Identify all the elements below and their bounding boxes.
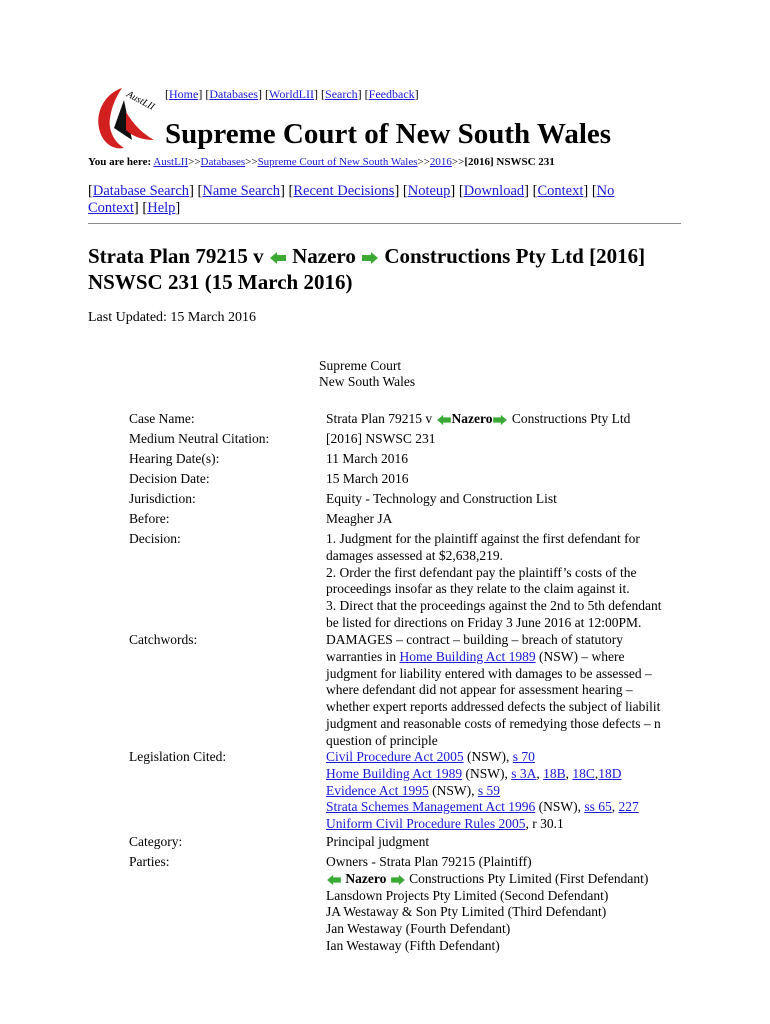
section-link[interactable]: 18B (543, 765, 566, 781)
left-arrow-icon[interactable] (436, 414, 452, 426)
party-highlight: Nazero (345, 870, 387, 886)
breadcrumb-sep: >> (188, 156, 201, 168)
value-catchwords (326, 632, 661, 750)
breadcrumb-sep: >> (451, 156, 465, 168)
ucpr-link[interactable]: Uniform Civil Procedure Rules 2005 (326, 816, 526, 832)
value-jurisdiction: Equity - Technology and Construction List (326, 491, 557, 506)
catchwords-line: where defendant did not appear for assessment hearing – (326, 682, 633, 698)
case-heading (88, 243, 708, 295)
legislation-text: , r 30.1 (525, 816, 564, 832)
document-toolbar: [Database Search] [Name Search] [Recent Decisions] [Noteup] [Download] [Context] [No Context] [Help] (88, 183, 615, 216)
no-context-link[interactable]: No Context (88, 183, 615, 216)
value-hearing: 11 March 2016 (326, 451, 408, 466)
help-link[interactable]: Help (147, 200, 176, 216)
party-line: Ian Westaway (Fifth Defendant) (326, 937, 500, 953)
value-parties (326, 854, 648, 955)
case-name-highlight: Nazero (451, 411, 493, 426)
breadcrumb-year[interactable]: 2016 (429, 156, 452, 168)
label-decision-date: Decision Date: (129, 471, 210, 486)
heading-highlight: Nazero (292, 244, 356, 268)
right-arrow-icon[interactable] (390, 874, 406, 886)
legislation-line (326, 816, 639, 833)
legislation-line (326, 749, 639, 766)
nav-search-link[interactable]: Search (325, 87, 358, 101)
evidence-act-link[interactable]: Evidence Act 1995 (326, 782, 429, 798)
home-building-act-link[interactable]: Home Building Act 1989 (326, 765, 463, 781)
breadcrumb-label: You are here: (88, 156, 152, 168)
section-link[interactable]: 18C (572, 765, 595, 781)
heading-line2: NSWSC 231 (15 March 2016) (88, 270, 353, 294)
divider (88, 223, 681, 224)
section-link[interactable]: ss 65 (584, 799, 612, 815)
recent-decisions-link[interactable]: Recent Decisions (293, 183, 395, 199)
section-link[interactable]: 227 (618, 799, 639, 815)
legislation-text: (NSW), (538, 799, 581, 815)
breadcrumb (88, 156, 555, 168)
heading-part2: Constructions Pty Ltd [2016] (384, 244, 646, 268)
home-building-act-link[interactable]: Home Building Act 1989 (399, 648, 536, 664)
breadcrumb-current: [2016] NSWSC 231 (464, 156, 555, 168)
party-line: Owners - Strata Plan 79215 (Plaintiff) (326, 854, 532, 869)
nav-home-link[interactable]: Home (169, 87, 199, 101)
case-name-text: Strata Plan 79215 v (326, 411, 433, 426)
catchwords-text: (NSW) – where (538, 648, 625, 664)
label-jurisdiction: Jurisdiction: (129, 491, 196, 506)
value-decision (326, 531, 662, 632)
decision-line: damages assessed at $2,638,219. (326, 547, 503, 563)
value-legislation (326, 749, 639, 833)
decision-line: 3. Direct that the proceedings against the 2nd to 5th defendant (326, 598, 662, 614)
context-link[interactable]: Context (537, 183, 584, 199)
austlii-logo[interactable] (92, 82, 164, 152)
breadcrumb-databases[interactable]: Databases (200, 156, 246, 168)
court-name: Supreme Court (319, 358, 402, 373)
court-block (319, 358, 415, 390)
label-decision: Decision: (129, 531, 181, 546)
svg-text:AustLII: AustLII (124, 88, 157, 113)
label-case-name: Case Name: (129, 411, 195, 426)
right-arrow-icon[interactable] (492, 414, 508, 426)
catchwords-line (326, 649, 661, 666)
nav-feedback-link[interactable]: Feedback (368, 87, 415, 101)
section-link[interactable]: s 70 (512, 749, 535, 764)
heading-part1: Strata Plan 79215 v (88, 244, 264, 268)
label-legislation: Legislation Cited: (129, 749, 227, 764)
value-case-name (326, 411, 630, 428)
top-nav: [Home] [Databases] [WorldLII] [Search] [Feedback] (165, 87, 419, 101)
site-title: Supreme Court of New South Wales (165, 118, 612, 150)
breadcrumb-sep: >> (245, 156, 258, 168)
section-link[interactable]: 18D (598, 765, 622, 781)
catchwords-line: question of principle (326, 732, 438, 748)
party-line: Jan Westaway (Fourth Defendant) (326, 921, 511, 937)
decision-line: be listed for directions on Friday 3 June 2016 at 12:00PM. (326, 614, 642, 630)
nav-worldlii-link[interactable]: WorldLII (268, 87, 315, 101)
breadcrumb-sep: >> (417, 156, 430, 168)
party-line: JA Westaway & Son Pty Limited (Third Defendant) (326, 904, 607, 920)
value-before: Meagher JA (326, 511, 393, 526)
label-citation: Medium Neutral Citation: (129, 431, 270, 446)
catchwords-line: judgment and reasonable costs of remedying those defects – n (326, 715, 661, 731)
case-name-text: Constructions Pty Ltd (511, 411, 631, 426)
label-parties: Parties: (129, 854, 170, 869)
label-before: Before: (129, 511, 170, 526)
right-arrow-icon[interactable] (361, 251, 379, 265)
value-decision-date: 15 March 2016 (326, 471, 409, 486)
party-line (326, 871, 648, 888)
section-link[interactable]: s 3A (511, 765, 537, 781)
legislation-line: Home Building Act 1989 (NSW), s 3A, 18B, 18C,18D (326, 765, 622, 781)
legislation-text: (NSW), (432, 782, 475, 798)
legislation-line: Strata Schemes Management Act 1996 (NSW), ss 65, 227 (326, 799, 639, 815)
noteup-link[interactable]: Noteup (407, 183, 451, 199)
catchwords-line: whether expert reports addressed defects the subject of liabilit (326, 699, 661, 715)
decision-line: 1. Judgment for the plaintiff against the first defendant for (326, 531, 640, 546)
left-arrow-icon[interactable] (326, 874, 342, 886)
last-updated: Last Updated: 15 March 2016 (88, 310, 256, 325)
left-arrow-icon[interactable] (269, 251, 287, 265)
label-catchwords: Catchwords: (129, 632, 198, 647)
decision-line: proceedings insofar as they relate to the claim against it. (326, 581, 630, 597)
catchwords-line: DAMAGES – contract – building – breach of statutory (326, 632, 623, 647)
name-search-link[interactable]: Name Search (202, 183, 281, 199)
breadcrumb-court[interactable]: Supreme Court of New South Wales (257, 156, 418, 168)
party-line: Lansdown Projects Pty Limited (Second Defendant) (326, 887, 609, 903)
legislation-text: (NSW), (466, 749, 510, 764)
catchwords-line: judgment for liability entered with damages to be assessed – (326, 665, 652, 681)
label-hearing: Hearing Date(s): (129, 451, 220, 466)
decision-line: 2. Order the first defendant pay the plaintiff’s costs of the (326, 564, 637, 580)
value-citation: [2016] NSWSC 231 (326, 431, 436, 446)
nav-databases-link[interactable]: Databases (209, 87, 258, 101)
section-link[interactable]: s 59 (477, 782, 500, 798)
party-text: Constructions Pty Limited (First Defendant) (409, 870, 649, 886)
breadcrumb-austlii[interactable]: AustLII (153, 156, 189, 168)
strata-schemes-act-link[interactable]: Strata Schemes Management Act 1996 (326, 799, 536, 815)
court-state: New South Wales (319, 374, 416, 389)
catchwords-text: warranties in (326, 648, 397, 664)
legislation-text: (NSW), (465, 765, 508, 781)
civil-procedure-act-link[interactable]: Civil Procedure Act 2005 (326, 749, 464, 764)
value-category: Principal judgment (326, 834, 430, 849)
legislation-line (326, 783, 639, 800)
database-search-link[interactable]: Database Search (92, 183, 190, 199)
label-category: Category: (129, 834, 183, 849)
download-link[interactable]: Download (463, 183, 525, 199)
